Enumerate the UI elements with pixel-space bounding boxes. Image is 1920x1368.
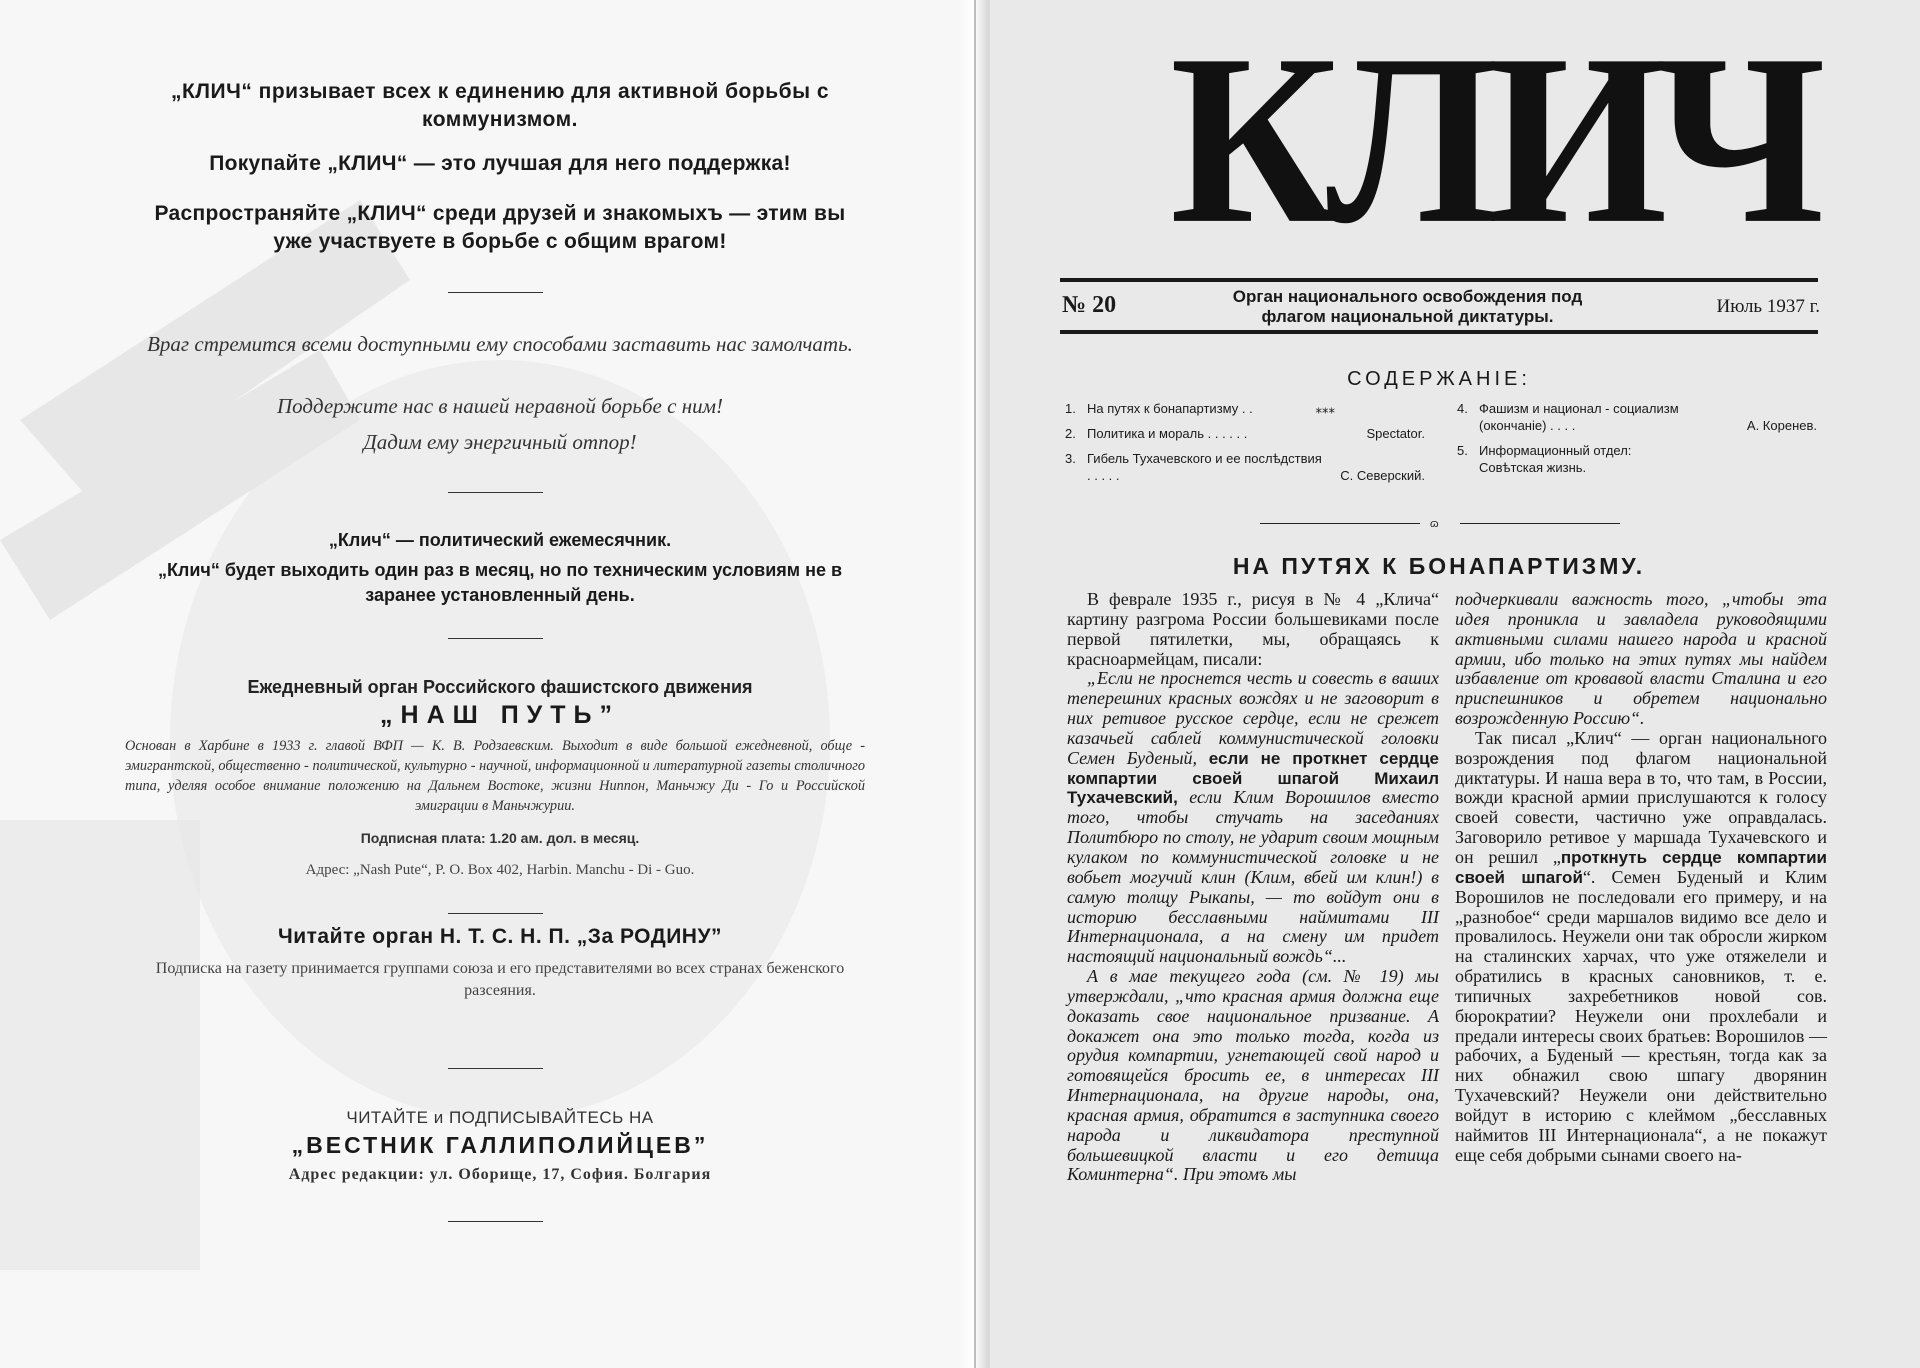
- toc-item-number: 4.: [1457, 401, 1468, 416]
- ornament-icon: ɷ: [1430, 518, 1439, 530]
- organ-line-2: флагом национальной диктатуры.: [1261, 307, 1554, 326]
- paragraph-text: “. Семен Буденый и Клим Ворошилов не последовали его примеру, и на „разнобое“ среди маршалов видимо все дело и провалилось. Неужели они так обросли жирком на сталинских харчах, что уже отяжелели и обратились в красных сановников, т. е. типичных захребетников новой сов. бюрократии? Неужели они прохлебали и предали интересы своих братьев: Ворошилов — рабочих, а Буденый — крестьян, тогда как за них обнажил свою шпагу дворянин Тухачевский? Неужели они действительно войдут в историю с клеймом „бесславных наймитов III Интернационала“, а не покажут еще себя добрыми сынами своего на-: [1455, 866, 1828, 1165]
- toc-column-right: [1457, 400, 1817, 484]
- rebuff-text: Дадим ему энергичный отпор!: [363, 430, 637, 454]
- right-page: [990, 0, 1920, 1368]
- toc-item-author: ⁎⁎⁎: [1315, 401, 1335, 416]
- quote-italic: А в мае текущего года (см. № 19) мы утверждали, „что красная армия должна еще доказать свое национальное призвание. А докажет она это только тогда, когда из орудия компартии, угнетающей свой народ и готовящейся бросить ее, в интересах III Интернационала, на другие народы, она, красная армия, обратится в заступника своего народа и ликвидатора преступной большевицкой власти и его детища Коминтерна“. При этомъ мы: [1067, 966, 1439, 1185]
- toc-item-number: 5.: [1457, 443, 1468, 458]
- toc-item[interactable]: [1457, 442, 1817, 476]
- divider: [448, 1068, 543, 1069]
- toc-item-number: 2.: [1065, 426, 1076, 441]
- toc-item-title: На путях к бонапартизму . .: [1087, 401, 1253, 416]
- article-paragraph: В феврале 1935 г., рисуя в № 4 „Клича“ картину разгрома России большевиками после первой пятилетки, мы, обращаясь к красноармейцам, писали:: [1067, 589, 1439, 669]
- section-ornament: [1260, 518, 1620, 530]
- article-paragraph: [1455, 590, 1827, 729]
- toc-item-title: Информационный отдел: Совѣтская жизнь.: [1479, 443, 1632, 475]
- quote-italic: если Клим Ворошилов вместо того, чтобы стучать на заседаниях Политбюро по столу, не ударит своим мощным кулаком по коммунистической головке и не вобьет могучий клин (Клим, вбей им клин!) в самую толщу Рыкапы, — то войдут они в историю бесславными наймитами III Интернационала, а на смену им придет настоящий национальный вождь“...: [1067, 787, 1440, 967]
- masthead-rule-bottom: [1060, 330, 1818, 334]
- nash-put-intro: Ежедневный орган Российского фашистского движения: [247, 677, 753, 697]
- nash-put-address: Адрес: „Nash Pute“, P. O. Box 402, Harbin. Manchu - Di - Guo.: [305, 862, 695, 878]
- divider: [448, 492, 543, 493]
- toc-column-left: [1065, 400, 1425, 492]
- toc-item-number: 1.: [1065, 401, 1076, 416]
- toc-item-title: Фашизм и национал - социализм (окончанie) . . . .: [1479, 401, 1679, 433]
- divider: [448, 913, 543, 914]
- article-paragraph: [1067, 967, 1439, 1185]
- toc-item-number: 3.: [1065, 451, 1076, 466]
- monthly-notice: „Клич“ — политический ежемесячник.: [328, 530, 672, 550]
- appeal-buy: Покупайте „КЛИЧ“ — это лучшая для него поддержка!: [209, 152, 791, 175]
- article-title: НА ПУТЯХ К БОНАПАРТИЗМУ.: [1232, 553, 1646, 579]
- schedule-notice: „Клич“ будет выходить один раз в месяц, но по техническим условиям не в заранее установленный день.: [157, 560, 843, 605]
- quote-italic: „Если не проснется честь и совесть в ваших теперешних красных вождях и не заговорит в них ретивое русское сердце, если не срежет казачьей саблей коммунистической головки Семен Буденый,: [1067, 668, 1439, 768]
- appeal-unity: „КЛИЧ“ призывает всех к единению для активной борьбы с коммунизмом.: [170, 80, 830, 131]
- article-column-right: [1455, 590, 1827, 1165]
- quote-bold: проткнуть сердце компартии своей шпагой: [1455, 847, 1828, 887]
- vestnik-intro: ЧИТАЙТЕ и ПОДПИСЫВАЙТЕСЬ НА: [346, 1108, 654, 1127]
- vestnik-address: Адрес редакции: ул. Оборище, 17, София. Болгария: [288, 1166, 712, 1183]
- toc-item[interactable]: [1065, 400, 1425, 417]
- toc-item-author: С. Северский.: [1340, 468, 1425, 483]
- toc-item-author: А. Коренев.: [1746, 418, 1817, 433]
- toc-item[interactable]: [1065, 450, 1425, 484]
- toc-title: СОДЕРЖАНIE:: [1347, 368, 1531, 390]
- article-paragraph: [1067, 669, 1439, 967]
- divider: [448, 292, 543, 293]
- za-rodinu-title: Читайте орган Н. Т. С. Н. П. „За РОДИНУ”: [277, 925, 723, 948]
- issue-date: Июль 1937 г.: [1716, 296, 1820, 317]
- article-column-left: [1067, 590, 1439, 1185]
- nash-put-description: Основан в Харбине в 1933 г. главой ВФП — К. В. Родзаевским. Выходит в виде большой ежедневной, обще - эмигрантской, общественно - политической, культурно - научной, информационной и литературной газеты столичного типа, уделяя особое внимание положению на Дальнем Востоке, жизни Ниппон, Маньчжу Ди - Го и Российской эмиграции в Маньчжурии.: [125, 738, 865, 814]
- toc-item[interactable]: [1065, 425, 1425, 442]
- nash-put-title: „НАШ ПУТЬ”: [380, 701, 620, 729]
- toc-item-author: Spectator.: [1366, 426, 1425, 441]
- masthead-logo: [1170, 4, 1814, 275]
- appeal-spread: Распространяйте „КЛИЧ“ среди друзей и знакомыхъ — этим вы уже участвуете в борьбе с общим врагом!: [154, 202, 846, 253]
- nash-put-price: Подписная плата: 1.20 ам. дол. в месяц.: [360, 830, 640, 846]
- organ-line-1: Орган национального освобождения под: [1232, 287, 1583, 306]
- paragraph-text: Так писал „Клич“ — орган национального возрождения под флагом национальной диктатуры. И наша вера в то, что там, в России, вожди красной армии прислушаются к голосу своей совести, частично уже оправдалась. Заговорило ретивое у маршада Тухачевского и он решил „: [1455, 727, 1827, 867]
- masthead-title: КЛИЧ: [1170, 4, 1814, 275]
- toc-item[interactable]: [1457, 400, 1817, 434]
- za-rodinu-description: Подписка на газету принимается группами союза и его представителями во всех странах беженского разсеяния.: [155, 960, 845, 999]
- quote-bold: если не проткнет сердце компартии своей шпагой Михаил Тухачевский,: [1067, 748, 1439, 808]
- toc-item-title: Политика и мораль . . . . . .: [1087, 426, 1248, 441]
- masthead-rule-top: [1060, 278, 1818, 282]
- page-fold-line: [974, 0, 976, 1368]
- enemy-text: Враг стремится всеми доступными ему способами заставить нас замолчать.: [147, 332, 853, 356]
- support-text: Поддержите нас в нашей неравной борьбе с ним!: [276, 394, 724, 418]
- organ-description: [1180, 287, 1635, 327]
- divider: [448, 1221, 543, 1222]
- quote-italic: подчеркивали важность того, „чтобы эта идея проникла и завладела руководящими активными силами нашего народа и красной армии, ибо только на этих путях мы найдем избавление от кровавой власти Сталина и его приспешников и обретем национально возрожденную Россию“.: [1455, 589, 1827, 729]
- divider: [448, 638, 543, 639]
- article-paragraph: [1455, 729, 1827, 1166]
- issue-number: № 20: [1062, 292, 1117, 318]
- vestnik-title: „ВЕСТНИК ГАЛЛИПОЛИЙЦЕВ”: [291, 1132, 709, 1158]
- toc-item-title: Гибель Тухачевского и ее послѣдствия . . . . .: [1087, 451, 1322, 483]
